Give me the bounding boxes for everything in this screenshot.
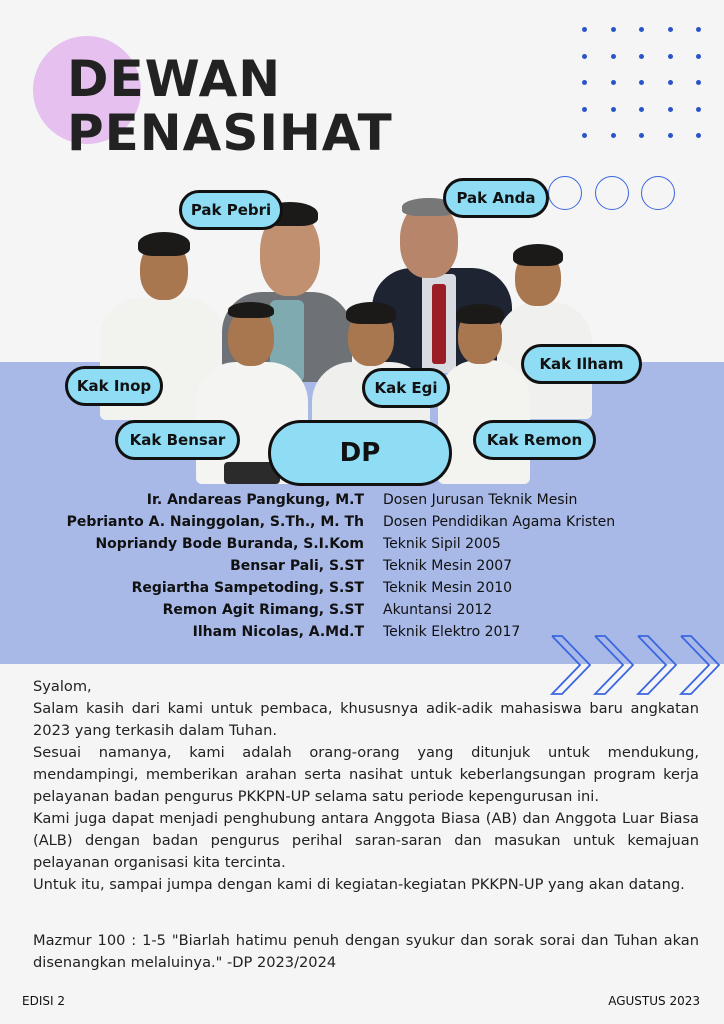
letter-greeting: Syalom, <box>33 678 92 695</box>
label-kak-remon: Kak Remon <box>473 420 596 460</box>
label-kak-egi: Kak Egi <box>362 368 450 408</box>
letter-paragraph: Salam kasih dari kami untuk pembaca, khususnya adik-adik mahasiswa baru angkatan 2023 yang terkasih dalam Tuhan. <box>33 700 699 739</box>
roster-row <box>0 492 724 514</box>
member-role: Akuntansi 2012 <box>383 602 493 618</box>
label-pak-anda: Pak Anda <box>443 178 549 218</box>
label-kak-inop: Kak Inop <box>65 366 163 406</box>
psalm-quote: Mazmur 100 : 1-5 "Biarlah hatimu penuh dengan syukur dan sorak sorai dan Tuhan akan disenangkan melaluinya." -DP 2023/2024 <box>33 932 699 971</box>
label-dp: DP <box>268 420 452 486</box>
member-name: Ir. Andareas Pangkung, M.T <box>146 492 364 508</box>
member-role: Dosen Pendidikan Agama Kristen <box>383 514 616 530</box>
roster-row <box>0 580 724 602</box>
roster-row <box>0 558 724 580</box>
member-role: Teknik Mesin 2007 <box>383 558 513 574</box>
label-pak-pebri: Pak Pebri <box>179 190 283 230</box>
edition-label: EDISI 2 <box>22 994 65 1008</box>
label-kak-bensar: Kak Bensar <box>115 420 240 460</box>
title-line-2: PENASIHAT <box>67 104 393 162</box>
roster-row <box>0 514 724 536</box>
letter-paragraph: Sesuai namanya, kami adalah orang-orang yang ditunjuk untuk mendukung, mendampingi, memberikan arahan serta nasihat untuk keberlangsungan program kerja pelayanan badan pengurus PKKPN-UP selama satu periode kepengurusan ini. <box>33 744 699 805</box>
member-name: Ilham Nicolas, A.Md.T <box>192 624 364 640</box>
member-name: Pebrianto A. Nainggolan, S.Th., M. Th <box>66 514 364 530</box>
member-role: Teknik Elektro 2017 <box>383 624 521 640</box>
member-role: Teknik Sipil 2005 <box>383 536 501 552</box>
roster-row <box>0 536 724 558</box>
label-kak-ilham: Kak Ilham <box>521 344 642 384</box>
letter-body <box>33 676 699 896</box>
title-line-1: DEWAN <box>67 50 282 108</box>
member-role: Dosen Jurusan Teknik Mesin <box>383 492 578 508</box>
member-name: Regiartha Sampetoding, S.ST <box>131 580 364 596</box>
letter-paragraph: Untuk itu, sampai jumpa dengan kami di kegiatan-kegiatan PKKPN-UP yang akan datang. <box>33 876 685 893</box>
member-role: Teknik Mesin 2010 <box>383 580 513 596</box>
member-name: Bensar Pali, S.ST <box>230 558 364 574</box>
roster-row <box>0 602 724 624</box>
member-name: Remon Agit Rimang, S.ST <box>162 602 364 618</box>
member-name: Nopriandy Bode Buranda, S.I.Kom <box>95 536 364 552</box>
letter-paragraph: Kami juga dapat menjadi penghubung antara Anggota Biasa (AB) dan Anggota Luar Biasa (ALB) dengan badan pengurus perihal saran-saran dan masukan untuk kemajuan pelayanan organisasi kita tercinta. <box>33 810 699 871</box>
date-label: AGUSTUS 2023 <box>608 994 700 1008</box>
